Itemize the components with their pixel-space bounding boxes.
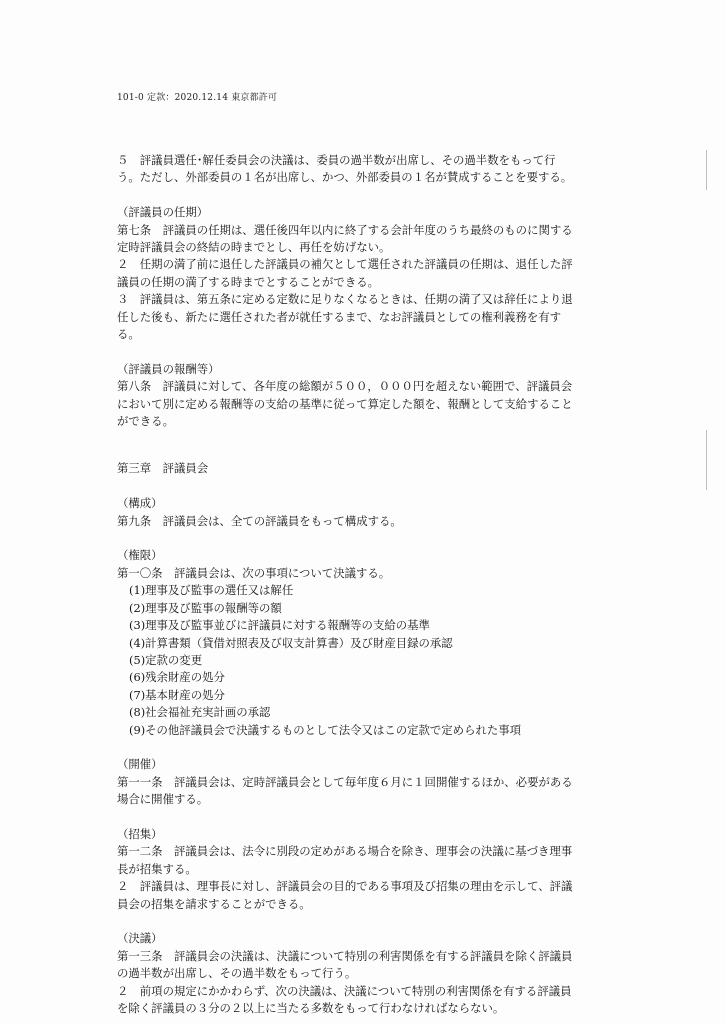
section-heading: （招集） [117, 826, 163, 841]
document-header: 101-0 定款：2020.12.14 東京都許可 [117, 93, 278, 103]
text-line: 第九条 評議員会は、全ての評議員をもって構成する。 [117, 513, 402, 528]
section-heading: （開催） [117, 757, 163, 772]
paragraph-gap [117, 530, 612, 547]
section-heading: （評議員の報酬等） [117, 361, 220, 376]
text-line: 第一〇条 評議員会は、次の事項について決議する。 [117, 565, 391, 580]
scan-edge-mark [706, 430, 707, 490]
list-item: (8)社会福祉充実計画の承認 [129, 705, 271, 720]
text-line: ２ 評議員は、理事長に対し、評議員会の目的である事項及び招集の理由を示して、評議 [117, 879, 573, 894]
text-line: ２ 任期の満了前に退任した評議員の補欠として選任された評議員の任期は、退任した評 [117, 257, 573, 272]
document-body [117, 152, 612, 1017]
text-line: を除く評議員の３分の２以上に当たる多数をもって行わなければならない。 [117, 1000, 505, 1015]
scan-edge-mark [706, 150, 707, 190]
text-line: 第一二条 評議員会は、法令に別段の定めがある場合を除き、理事会の決議に基づき理事 [117, 844, 573, 859]
text-line: 第一一条 評議員会は、定時評議員会として毎年度６月に１回開催するほか、必要がある [117, 774, 573, 789]
text-line: る。 [117, 327, 140, 342]
section-heading: （構成） [117, 496, 163, 511]
text-line: 定時評議員会の終結の時までとし、再任を妨げない。 [117, 240, 391, 255]
section-heading: （決議） [117, 931, 163, 946]
text-line: ５ 評議員選任･解任委員会の決議は、委員の過半数が出席し、その過半数をもって行 [117, 153, 556, 167]
list-item: (3)理事及び監事並びに評議員に対する報酬等の支給の基準 [129, 618, 430, 633]
text-line: 任した後も、新たに選任された者が就任するまで、なお評議員としての権利義務を有す [117, 309, 562, 324]
text-line: 員会の招集を請求することができる。 [117, 896, 311, 911]
list-item: (5)定款の変更 [129, 652, 203, 667]
section-heading: （評議員の任期） [117, 205, 209, 220]
paragraph-gap [117, 430, 612, 460]
text-line: 第一三条 評議員会の決議は、決議について特別の利害関係を有する評議員を除く評議員 [117, 948, 573, 963]
text-line: 議員の任期の満了する時までとすることができる。 [117, 274, 379, 289]
list-item: (2)理事及び監事の報酬等の額 [129, 600, 282, 615]
list-item: (9)その他評議員会で決議するものとして法令又はこの定款で定められた事項 [129, 722, 522, 737]
paragraph-gap [117, 739, 612, 756]
text-line: の過半数が出席し、その過半数をもって行う。 [117, 966, 357, 981]
text-line: う。ただし、外部委員の１名が出席し、かつ、外部委員の１名が賛成することを要する。 [117, 170, 573, 185]
text-line: 第八条 評議員に対して、各年度の総額が５００，０００円を超えない範囲で、評議員会 [117, 379, 573, 394]
list-item: (1)理事及び監事の選任又は解任 [129, 583, 294, 598]
paragraph-gap [117, 187, 612, 204]
text-line: ２ 前項の規定にかかわらず、次の決議は、決議について特別の利害関係を有する評議員 [117, 983, 572, 998]
paragraph-gap [117, 809, 612, 826]
paragraph-gap [117, 478, 612, 495]
text-line: において別に定める報酬等の支給の基準に従って算定した額を、報酬として支給すること [117, 396, 573, 411]
list-item: (6)残余財産の処分 [129, 670, 225, 685]
list-item: (7)基本財産の処分 [129, 687, 225, 702]
paragraph-gap [117, 913, 612, 930]
list-item: (4)計算書類（貸借対照表及び収支計算書）及び財産目録の承認 [129, 635, 453, 650]
section-heading: （権限） [117, 548, 163, 563]
text-line: 第七条 評議員の任期は、選任後四年以内に終了する会計年度のうち最終のものに関する [117, 222, 573, 237]
text-line: ３ 評議員は、第五条に定める定数に足りなくなるときは、任期の満了又は辞任により退 [117, 292, 573, 307]
paragraph-gap [117, 343, 612, 360]
text-line: 場合に開催する。 [117, 792, 209, 807]
chapter-title: 第三章 評議員会 [117, 461, 209, 476]
text-line: 長が招集する。 [117, 861, 197, 876]
text-line: ができる。 [117, 414, 174, 429]
